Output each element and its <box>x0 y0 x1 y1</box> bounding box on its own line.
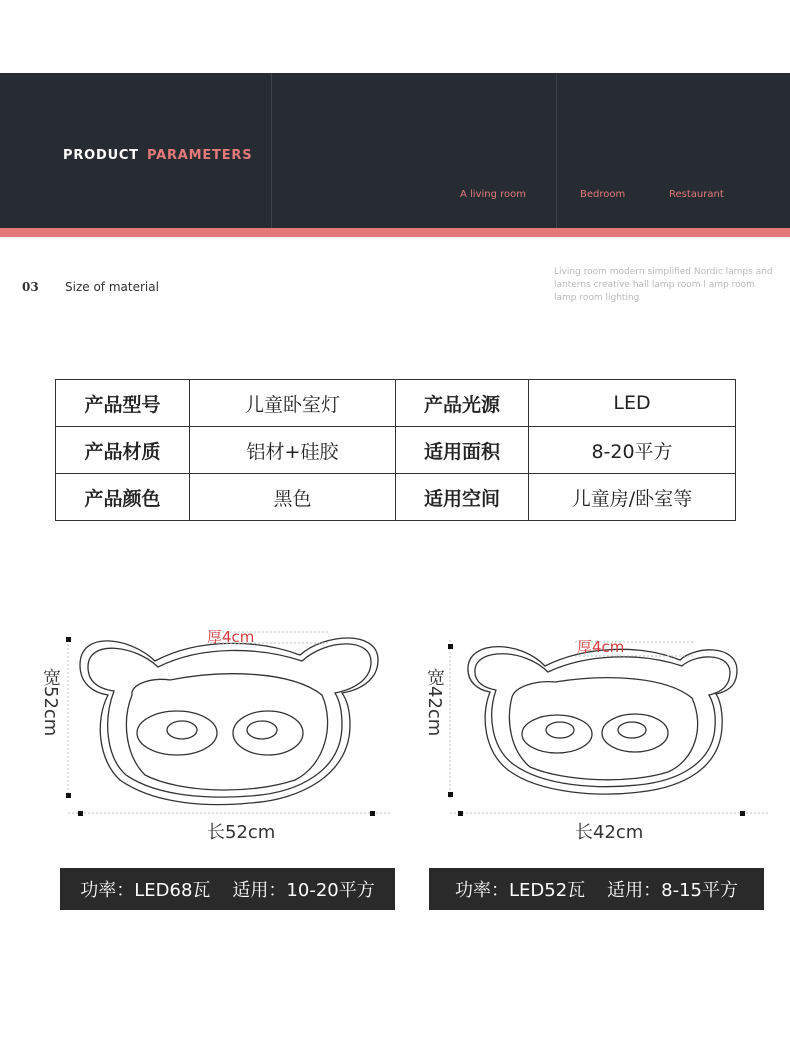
spec-value: 儿童房/卧室等 <box>529 474 736 521</box>
accent-band <box>0 228 790 237</box>
spec-key: 适用空间 <box>396 474 529 521</box>
length-label: 长42cm <box>575 822 644 843</box>
banner-title-main: PRODUCT <box>63 148 139 163</box>
area-text: 适用：10-20平方 <box>232 880 375 901</box>
thickness-label: 厚4cm <box>207 628 255 646</box>
table-row <box>56 380 736 427</box>
banner-title-accent: PARAMETERS <box>146 148 253 163</box>
spec-value: 铝材+硅胶 <box>190 427 396 474</box>
banner-divider <box>271 73 272 228</box>
nav-living-room[interactable]: A living room <box>460 189 527 200</box>
thickness-label: 厚4cm <box>577 638 625 656</box>
spec-key: 产品光源 <box>396 380 529 427</box>
spec-value: 儿童卧室灯 <box>190 380 396 427</box>
spec-key: 产品材质 <box>56 427 190 474</box>
table-row <box>56 427 736 474</box>
power-text: 功率：LED52瓦 <box>454 880 586 901</box>
section-number: 03 <box>22 280 39 294</box>
spec-table <box>55 379 736 521</box>
lamp-large-diagram <box>60 625 400 825</box>
nav-bedroom[interactable]: Bedroom <box>580 189 626 200</box>
spec-value: 8-20平方 <box>529 427 736 474</box>
banner-divider <box>556 73 557 228</box>
spec-key: 产品型号 <box>56 380 190 427</box>
banner-title <box>63 148 252 163</box>
area-text: 适用：8-15平方 <box>607 880 739 901</box>
width-label: 宽42cm <box>424 668 445 737</box>
power-text: 功率：LED68瓦 <box>80 880 211 901</box>
nav-restaurant[interactable]: Restaurant <box>669 189 724 200</box>
spec-key: 适用面积 <box>396 427 529 474</box>
spec-value: LED <box>529 380 736 427</box>
section-label: Size of material <box>65 280 159 294</box>
spec-key: 产品颜色 <box>56 474 190 521</box>
length-label: 长52cm <box>207 822 276 843</box>
lamp-small-diagram <box>440 632 780 822</box>
spec-value: 黑色 <box>190 474 396 521</box>
width-label: 宽52cm <box>40 668 61 737</box>
table-row <box>56 474 736 521</box>
spec-bar <box>60 868 395 910</box>
spec-bar <box>429 868 764 910</box>
section-description: Living room modern simplified Nordic lamps and lanterns creative hall lamp room l amp room lamp room lighting <box>554 267 773 303</box>
